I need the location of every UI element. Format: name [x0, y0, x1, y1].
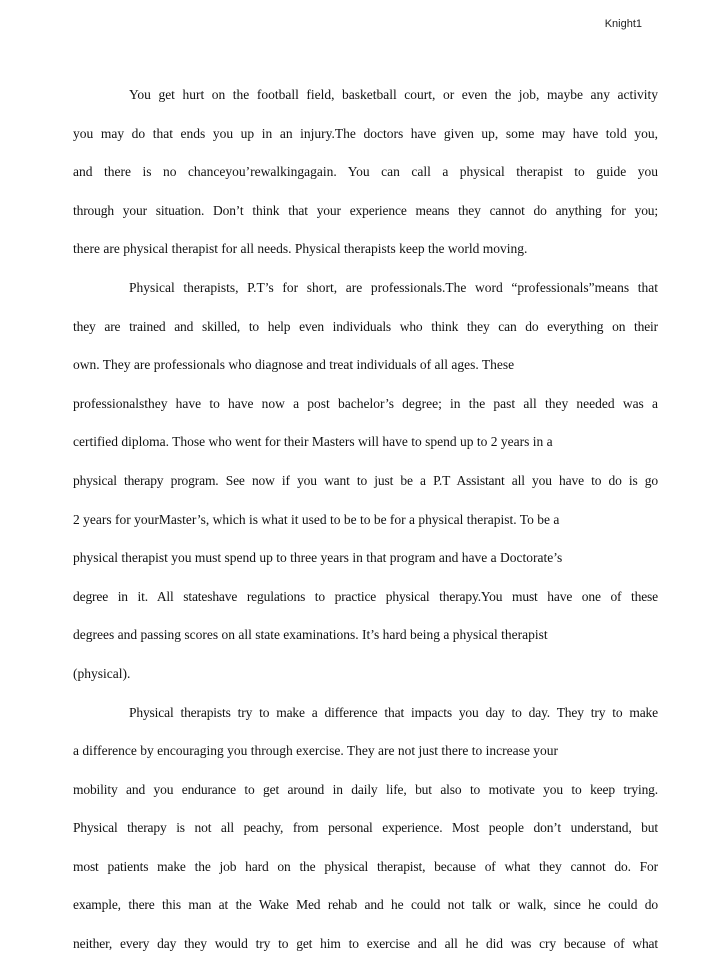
- text-line: there are physical therapist for all needs. Physical therapists keep the world moving.: [73, 241, 528, 257]
- running-head: Knight1: [604, 18, 642, 30]
- text-line: 2 years for yourMaster’s, which is what it used to be to be for a physical therapist. To be a: [73, 511, 560, 527]
- text-line: certified diploma. Those who went for their Masters will have to spend up to 2 years in a: [73, 434, 553, 450]
- text-line: neither, every day they would try to get him to exercise and all he did was cry because of what: [73, 936, 658, 952]
- paragraph-2: [73, 279, 658, 704]
- text-line: physical therapist you must spend up to three years in that program and have a Doctorate’s: [73, 550, 563, 566]
- text-line: you may do that ends you up in an injury.The doctors have given up, some may have told you,: [73, 125, 658, 141]
- text-line: most patients make the job hard on the physical therapist, because of what they cannot do. For: [73, 858, 658, 874]
- text-line: professionalsthey have to have now a post bachelor’s degree; in the past all they needed was a: [73, 395, 658, 411]
- text-line: You get hurt on the football field, basketball court, or even the job, maybe any activity: [129, 87, 658, 102]
- text-line: Physical therapy is not all peachy, from personal experience. Most people don’t understand, but: [73, 820, 658, 836]
- text-line: through your situation. Don’t think that your experience means they cannot do anything for you;: [73, 202, 658, 218]
- text-line: Physical therapists try to make a difference that impacts you day to day. They try to make: [129, 704, 658, 720]
- text-line: they are trained and skilled, to help even individuals who think they can do everything on their: [73, 318, 658, 334]
- text-line: (physical).: [73, 665, 131, 681]
- essay-body: [73, 86, 658, 974]
- text-line: example, there this man at the Wake Med rehab and he could not talk or walk, since he could do: [73, 897, 658, 913]
- text-line: degrees and passing scores on all state examinations. It’s hard being a physical therapist: [73, 627, 548, 643]
- text-line: mobility and you endurance to get around in daily life, but also to motivate you to keep trying.: [73, 781, 658, 797]
- paragraph-1: [73, 86, 658, 279]
- text-line: physical therapy program. See now if you want to just be a P.T Assistant all you have to do is go: [73, 472, 658, 488]
- text-line: own. They are professionals who diagnose and treat individuals of all ages. These: [73, 357, 515, 373]
- text-line: Physical therapists, P.T’s for short, are professionals.The word “professionals”means that: [129, 279, 658, 295]
- text-line: and there is no chanceyou’rewalkingagain. You can call a physical therapist to guide you: [73, 164, 658, 180]
- text-line: degree in it. All stateshave regulations to practice physical therapy.You must have one of these: [73, 588, 658, 604]
- paragraph-3: [73, 704, 658, 974]
- text-line: a difference by encouraging you through exercise. They are not just there to increase your: [73, 743, 558, 759]
